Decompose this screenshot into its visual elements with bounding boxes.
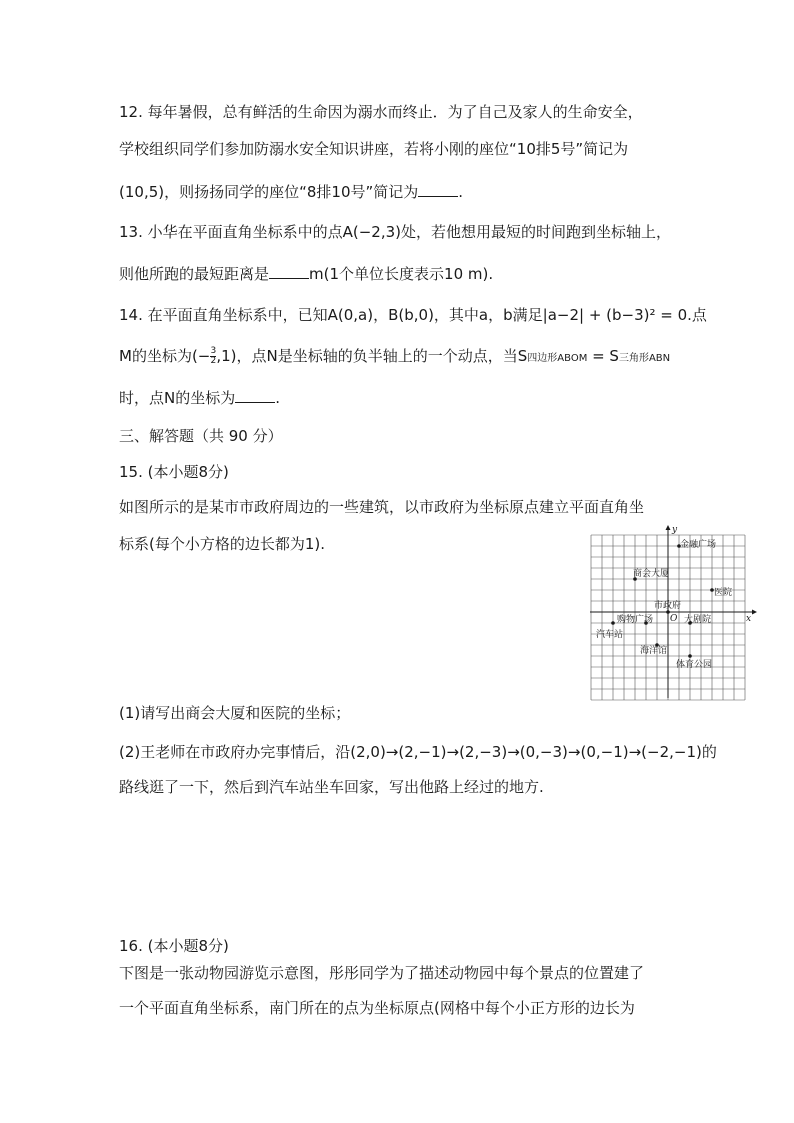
q15-desc-line2: 标系(每个小方格的边长都为1). [119,535,326,553]
q12-line1: 12. 每年暑假，总有鲜活的生命因为溺水而终止．为了自己及家人的生命安全， [119,103,643,121]
q12-line3 [119,182,463,202]
q16-header: 16. (本小题8分) [119,937,229,955]
q15-part2-cont: 路线逛了一下，然后到汽车站坐车回家，写出他路上经过的地方. [119,778,544,796]
origin-label: O [670,614,678,624]
q13-answer-blank[interactable] [269,264,309,279]
label-tiyu: 体育公园 [676,660,713,670]
q14-line2-a: M的坐标为(− [119,347,211,365]
q13-line2-end: m(1个单位长度表示10 m). [309,265,494,283]
label-dajuyuan: 大剧院 [684,615,712,625]
q14-line3 [119,388,280,408]
q15-desc-line1: 如图所示的是某市市政府周边的一些建筑，以市政府为坐标原点建立平面直角坐 [119,498,645,516]
q12-line3-end: . [458,183,464,201]
q14-line2 [119,346,670,369]
q12-answer-blank[interactable] [418,182,458,197]
point-tiyu [688,654,692,658]
q15-header: 15. (本小题8分) [119,463,229,481]
q14-frac-num: 3 [210,346,217,356]
q14-frac-den: 2 [210,356,217,366]
label-shizhengfu: 市政府 [654,601,682,611]
section-heading: 三、解答题（共 90 分） [119,427,283,445]
label-yiyuan: 医院 [714,588,733,598]
q13-line2-text: 则他所跑的最短距离是 [119,265,270,283]
q12-line2: 学校组织同学们参加防溺水安全知识讲座，若将小刚的座位“10排5号”简记为 [119,140,629,158]
y-axis-arrow [666,525,671,530]
q15-part2: (2)王老师在市政府办完事情后，沿(2,0)→(2,−1)→(2,−3)→(0,−3)→(0,−1)→(−2,−1)的 [119,743,717,761]
q14-line2-c: = S [587,347,619,365]
label-haiyangguan: 海洋馆 [640,646,668,656]
coordinate-map [588,524,758,702]
label-shanghui: 商会大厦 [633,569,670,579]
label-gouwu: 购物广场 [617,615,654,625]
q14-line3-end: . [275,389,281,407]
q16-line1: 下图是一张动物园游览示意图，彤彤同学为了描述动物园中每个景点的位置建了 [119,964,645,982]
q14-sub-tri: 三角形ABN [618,353,671,364]
x-axis-label: x [746,614,752,624]
y-axis-label: y [672,525,678,535]
point-qichezhan [611,621,615,625]
label-qichezhan: 汽车站 [596,630,624,640]
q14-line2-b: ,1)，点N是坐标轴的负半轴上的一个动点，当S [216,347,528,365]
q13-line2 [119,264,493,284]
q13-line1: 13. 小华在平面直角坐标系中的点A(−2,3)处，若他想用最短的时间跑到坐标轴上， [119,223,672,241]
label-jinrong: 金融广场 [680,540,717,550]
q14-sub-quad: 四边形ABOM [527,353,588,364]
q14-line1: 14. 在平面直角坐标系中，已知A(0,a)，B(b,0)，其中a，b满足|a−2| + (b−3)² = 0.点 [119,306,707,324]
q14-line3-text: 时，点N的坐标为 [119,389,236,407]
q12-line3-text: (10,5)，则扬扬同学的座位“8排10号”简记为 [119,183,419,201]
x-axis-arrow [752,610,757,615]
q14-answer-blank[interactable] [235,388,275,403]
q16-line2: 一个平面直角坐标系，南门所在的点为坐标原点(网格中每个小正方形的边长为 [119,999,635,1017]
q15-part1: (1)请写出商会大厦和医院的坐标； [119,704,351,722]
coordinate-map-svg [588,524,758,702]
